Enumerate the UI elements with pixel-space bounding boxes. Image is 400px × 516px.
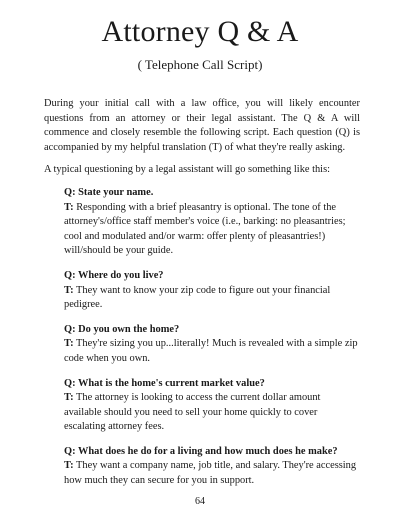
- translation-text: They want to know your zip code to figure out your financial pedigree.: [64, 284, 331, 311]
- translation-text: They're sizing you up...literally! Much is revealed with a simple zip code when you own.: [64, 338, 358, 364]
- question-text: Do you own the home?: [78, 323, 180, 335]
- translation-line: [64, 459, 360, 488]
- question-label: Q:: [64, 323, 76, 335]
- translation-label: T:: [64, 392, 74, 404]
- page-number: 64: [195, 496, 205, 507]
- qa-item: [64, 269, 360, 313]
- qa-item: [64, 445, 360, 489]
- question-label: Q:: [64, 445, 76, 457]
- question-text: What does he do for a living and how much does he make?: [77, 445, 338, 457]
- qa-item: [64, 323, 360, 367]
- translation-label: T:: [64, 201, 74, 213]
- translation-text: They want a company name, job title, and salary. They're accessing how much they can secure for you in support.: [64, 460, 357, 487]
- qa-list: [44, 186, 360, 489]
- question-line: [64, 186, 360, 201]
- question-text: Where do you live?: [77, 269, 164, 281]
- question-line: [64, 377, 360, 392]
- translation-line: [64, 201, 360, 259]
- translation-line: [64, 284, 360, 313]
- qa-item: [64, 377, 360, 435]
- intro-paragraph: During your initial call with a law office, you will likely encounter questions from an attorney or their legal assistant. The Q & A will commence and closely resemble the following script. Each question (Q) is accompanied by my helpful translation (T) of what they're really asking.: [44, 98, 360, 153]
- translation-line: [64, 391, 360, 435]
- translation-label: T:: [64, 284, 74, 296]
- page-title: Attorney Q & A: [101, 15, 299, 48]
- question-text: What is the home's current market value?: [77, 377, 265, 389]
- question-text: State your name.: [78, 186, 154, 198]
- intro-lead-in: A typical questioning by a legal assistant will go something like this:: [44, 164, 331, 176]
- question-line: [64, 269, 360, 284]
- translation-label: T:: [64, 338, 74, 350]
- question-label: Q:: [64, 269, 76, 281]
- translation-label: T:: [64, 460, 74, 472]
- translation-text: The attorney is looking to access the current dollar amount available should you need to sell your home quickly to cover escalating attorney fees.: [64, 392, 321, 433]
- translation-line: [64, 337, 360, 366]
- page-subtitle: ( Telephone Call Script): [137, 57, 263, 72]
- question-line: [64, 323, 360, 338]
- question-line: [64, 445, 360, 460]
- question-label: Q:: [64, 377, 76, 389]
- question-label: Q:: [64, 186, 76, 198]
- translation-text: Responding with a brief pleasantry is optional. The tone of the attorney's/office staff member's voice (i.e., barking: no pleasantries; cool and modulated and/or warm: offer plenty of pleasantries!) will/should be your guide.: [64, 201, 346, 257]
- body-content: [44, 97, 360, 499]
- qa-item: [64, 186, 360, 259]
